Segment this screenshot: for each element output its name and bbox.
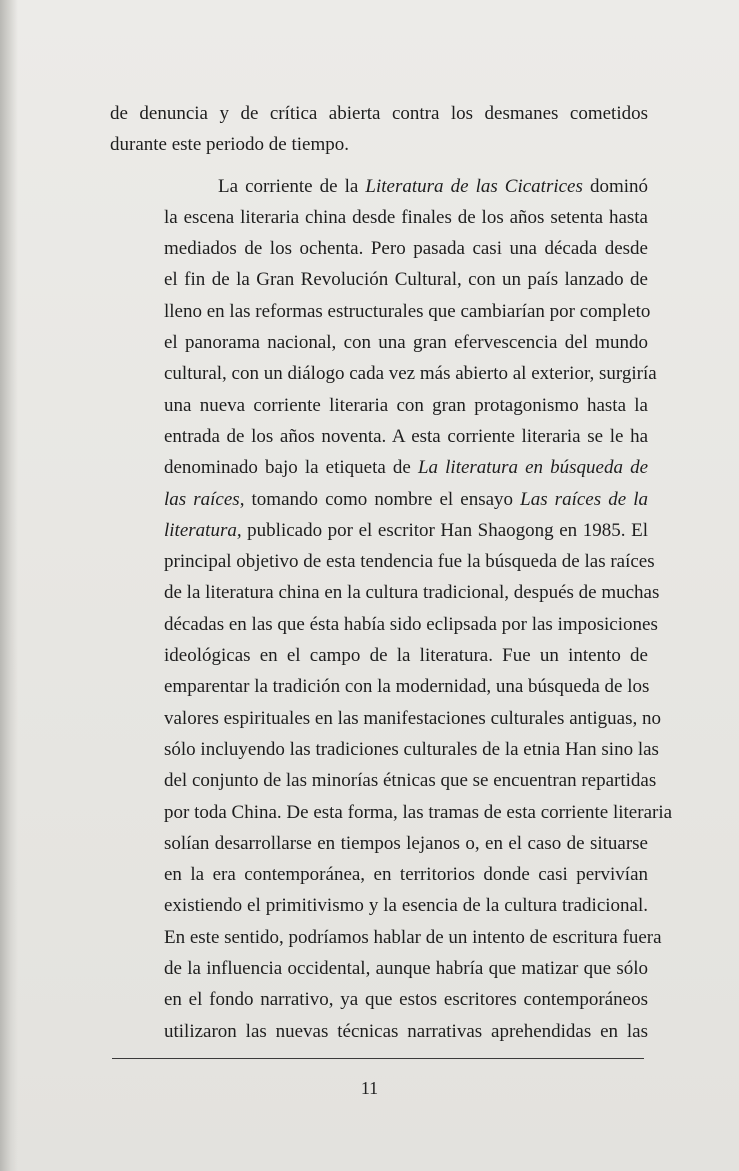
text-line: sólo incluyendo las tradiciones culturales de la etnia Han sino las — [164, 738, 659, 760]
text-line: las raíces, tomando como nombre el ensayo Las raíces de la — [164, 488, 648, 510]
text-line: lleno en las reformas estructurales que cambiarían por completo — [164, 300, 651, 322]
text-line: en la era contemporánea, en territorios donde casi pervivían — [164, 864, 648, 886]
text-line: del conjunto de las minorías étnicas que se encuentran repartidas — [164, 770, 657, 792]
text-line: emparentar la tradición con la modernidad, una búsqueda de los — [164, 676, 650, 698]
paragraph — [110, 171, 673, 1047]
text-line: existiendo el primitivismo y la esencia de la cultura tradicional. — [164, 895, 648, 917]
text-line: solían desarrollarse en tiempos lejanos o, en el caso de situarse — [164, 832, 648, 854]
text-line: denominado bajo la etiqueta de La literatura en búsqueda de — [164, 457, 648, 479]
italic-title: las raíces — [164, 488, 240, 510]
text-line: décadas en las que ésta había sido eclipsada por las imposiciones — [164, 613, 658, 635]
footer-rule — [112, 1058, 644, 1059]
page-number: 11 — [360, 1078, 379, 1098]
italic-title: literatura, — [164, 519, 242, 541]
text-line: La corriente de la Literatura de las Cicatrices dominó — [218, 175, 648, 197]
italic-title: Las raíces de la — [520, 488, 648, 510]
text-line: de la influencia occidental, aunque habría que matizar que sólo — [164, 958, 648, 980]
text-line: En este sentido, podríamos hablar de un intento de escritura fuera — [164, 926, 662, 948]
text-line: cultural, con un diálogo cada vez más abierto al exterior, surgiría — [164, 363, 657, 385]
text-line: entrada de los años noventa. A esta corriente literaria se le ha — [164, 425, 648, 447]
italic-title: La literatura en búsqueda de — [417, 457, 648, 479]
text-line: utilizaron las nuevas técnicas narrativas aprehendidas en las — [164, 1020, 648, 1042]
text-line: el fin de la Gran Revolución Cultural, con un país lanzado de — [164, 269, 648, 291]
text-line: ideológicas en el campo de la literatura. Fue un intento de — [164, 645, 648, 667]
italic-title: Literatura de las Cicatrices — [365, 175, 583, 197]
body-text — [110, 98, 673, 1047]
paragraph — [110, 98, 648, 161]
text-line: de la literatura china en la cultura tradicional, después de muchas — [164, 582, 660, 604]
text-line: una nueva corriente literaria con gran protagonismo hasta la — [164, 394, 648, 416]
text-line: la escena literaria china desde finales de los años setenta hasta — [164, 206, 648, 228]
text-line: durante este periodo de tiempo. — [110, 134, 350, 156]
text-line: principal objetivo de esta tendencia fue la búsqueda de las raíces — [164, 551, 655, 573]
text-line: mediados de los ochenta. Pero pasada casi una década desde — [164, 238, 648, 260]
text-line: valores espirituales en las manifestaciones culturales antiguas, no — [164, 707, 662, 729]
text-line: literatura, publicado por el escritor Han Shaogong en 1985. El — [164, 519, 648, 541]
text-line: por toda China. De esta forma, las tramas de esta corriente literaria — [164, 801, 673, 823]
text-line: el panorama nacional, con una gran efervescencia del mundo — [164, 332, 648, 354]
text-line: en el fondo narrativo, ya que estos escritores contemporáneos — [164, 989, 648, 1011]
text-line: de denuncia y de crítica abierta contra los desmanes cometidos — [110, 103, 648, 124]
